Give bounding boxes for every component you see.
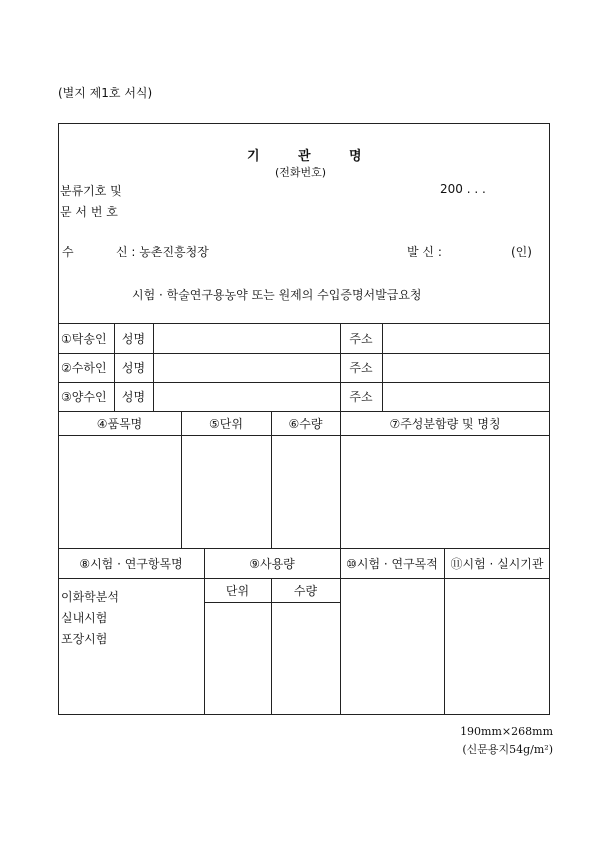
usage-amount-header: ⑨사용량 xyxy=(249,556,295,571)
phone-number-label: (전화번호) xyxy=(275,166,327,179)
consignee-label: ②수하인 xyxy=(61,361,107,375)
seal-mark: (인) xyxy=(511,245,532,259)
test-purpose-header: ⑩시험 · 연구목적 xyxy=(346,556,438,571)
consignor-name-label: 성명 xyxy=(121,331,146,346)
transferee-label: ③양수인 xyxy=(61,390,107,404)
test-item-laboratory: 실내시험 xyxy=(61,611,108,625)
test-item-field: 포장시험 xyxy=(61,632,108,646)
transferee-name-label: 성명 xyxy=(121,390,146,404)
form-size-note: 190mm×268mm xyxy=(460,725,553,738)
consignee-address-label: 주소 xyxy=(349,361,373,375)
unit-header: ⑤단위 xyxy=(209,416,243,431)
issue-date: 200 . . . xyxy=(440,182,486,196)
form-number-label: (별지 제1호 서식) xyxy=(58,86,153,100)
quantity-header: ⑥수량 xyxy=(288,416,323,431)
divider xyxy=(204,602,340,603)
agency-name-char-1: 기 xyxy=(247,149,260,164)
request-subject: 시험 · 학술연구용농약 또는 원제의 수입증명서발급요청 xyxy=(132,288,422,302)
divider xyxy=(382,323,383,411)
usage-quantity-header: 수량 xyxy=(293,583,318,598)
consignee-name-label: 성명 xyxy=(121,361,146,375)
active-ingredient-header: ⑦주성분함량 및 명칭 xyxy=(389,416,501,431)
divider xyxy=(153,323,154,411)
recipient-label: 수 xyxy=(62,245,74,259)
transferee-address-label: 주소 xyxy=(349,390,373,404)
classification-code-label: 분류기호 및 xyxy=(60,184,122,198)
test-item-physicochemical: 이화학분석 xyxy=(61,590,119,604)
agency-name-char-2: 관 xyxy=(298,149,311,164)
consignor-label: ①탁송인 xyxy=(61,331,107,346)
product-name-header: ④품목명 xyxy=(96,416,143,431)
sender-label: 발 신 : xyxy=(407,245,442,259)
divider xyxy=(58,435,550,436)
test-institution-header: ⑪시험 · 실시기관 xyxy=(450,556,544,571)
recipient-value: 신 : 농촌진흥청장 xyxy=(116,245,209,259)
consignor-address-label: 주소 xyxy=(349,331,373,346)
usage-unit-header: 단위 xyxy=(225,583,250,598)
agency-name-char-3: 명 xyxy=(349,149,362,164)
test-item-header: ⑧시험 · 연구항목명 xyxy=(79,556,183,571)
paper-spec-note: (신문용지54g/m²) xyxy=(462,743,553,756)
document-number-label: 문 서 번 호 xyxy=(60,205,118,219)
